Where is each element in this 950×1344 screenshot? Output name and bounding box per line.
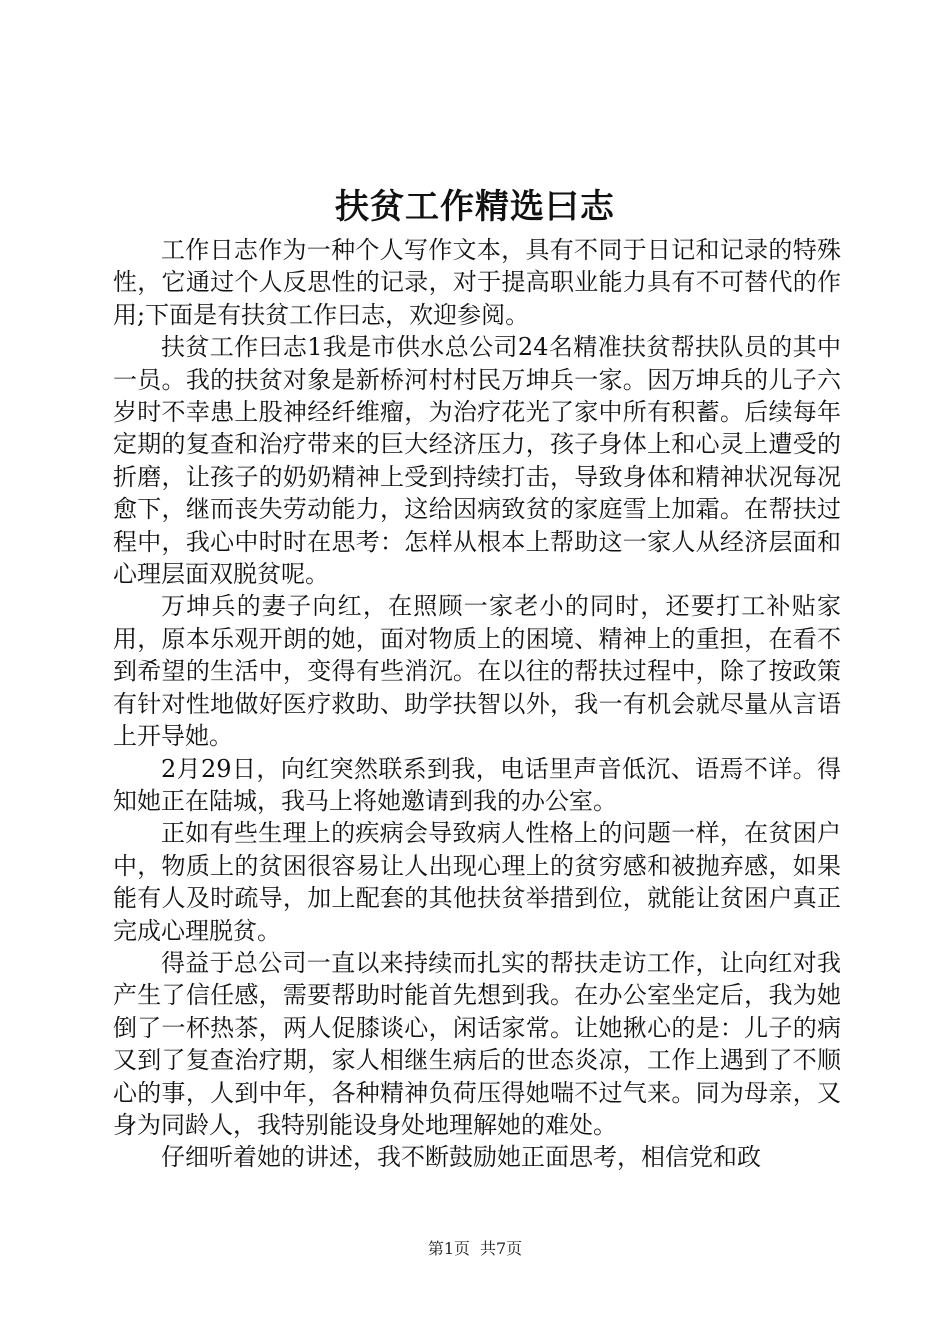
document-title: 扶贫工作精选曰志	[335, 187, 615, 227]
page-footer	[0, 1238, 950, 1260]
page-number: 第1页	[427, 1239, 470, 1258]
paragraph-wife: 万坤兵的妻子向红，在照顾一家老小的同时，还要打工补贴家用，原本乐观开朗的她，面对物质上的困境、精神上的重担，在看不到希望的生活中，变得有些消沉。在以往的帮扶过程中，除了按政策有针对性地做好医疗救助、助学扶智以外，我一有机会就尽量从言语上开导她。	[113, 592, 841, 751]
page-total: 共7页	[480, 1239, 523, 1258]
paragraph-visit: 得益于总公司一直以来持续而扎实的帮扶走访工作，让向红对我产生了信任感，需要帮助时能首先想到我。在办公室坐定后，我为她倒了一杯热茶，两人促膝谈心，闲话家常。让她揪心的是：儿子的病又到了复查治疗期，家人相继生病后的世态炎凉，工作上遇到了不顺心的事，人到中年，各种精神负荷压得她喘不过气来。同为母亲，又身为同龄人，我特别能设身处地理解她的难处。	[113, 948, 841, 1139]
document-body	[113, 234, 841, 1174]
paragraph-log-1: 扶贫工作曰志1我是市供水总公司24名精准扶贫帮扶队员的其中一员。我的扶贫对象是新桥河村村民万坤兵一家。因万坤兵的儿子六岁时不幸患上股神经纤维瘤，为治疗花光了家中所有积蓄。后续每年定期的复查和治疗带来的巨大经济压力，孩子身体上和心灵上遭受的折磨，让孩子的奶奶精神上受到持续打击，导致身体和精神状况每况愈下，继而丧失劳动能力，这给因病致贫的家庭雪上加霜。在帮扶过程中，我心中时时在思考：怎样从根本上帮助这一家人从经济层面和心理层面双脱贫呢。	[113, 333, 841, 589]
paragraph-date: 2月29日，向红突然联系到我，电话里声音低沉、语焉不详。得知她正在陆城，我马上将她邀请到我的办公室。	[113, 754, 841, 815]
paragraph-continued: 仔细听着她的讲述，我不断鼓励她正面思考，相信党和政	[161, 1143, 761, 1172]
paragraph-intro: 工作日志作为一种个人写作文本，具有不同于日记和记录的特殊性，它通过个人反思性的记录，对于提高职业能力具有不可替代的作用;下面是有扶贫工作曰志，欢迎参阅。	[113, 236, 841, 329]
paragraph-analysis: 正如有些生理上的疾病会导致病人性格上的问题一样，在贫困户中，物质上的贫困很容易让人出现心理上的贫穷感和被抛弃感，如果能有人及时疏导，加上配套的其他扶贫举措到位，就能让贫困户真正完成心理脱贫。	[113, 819, 841, 945]
